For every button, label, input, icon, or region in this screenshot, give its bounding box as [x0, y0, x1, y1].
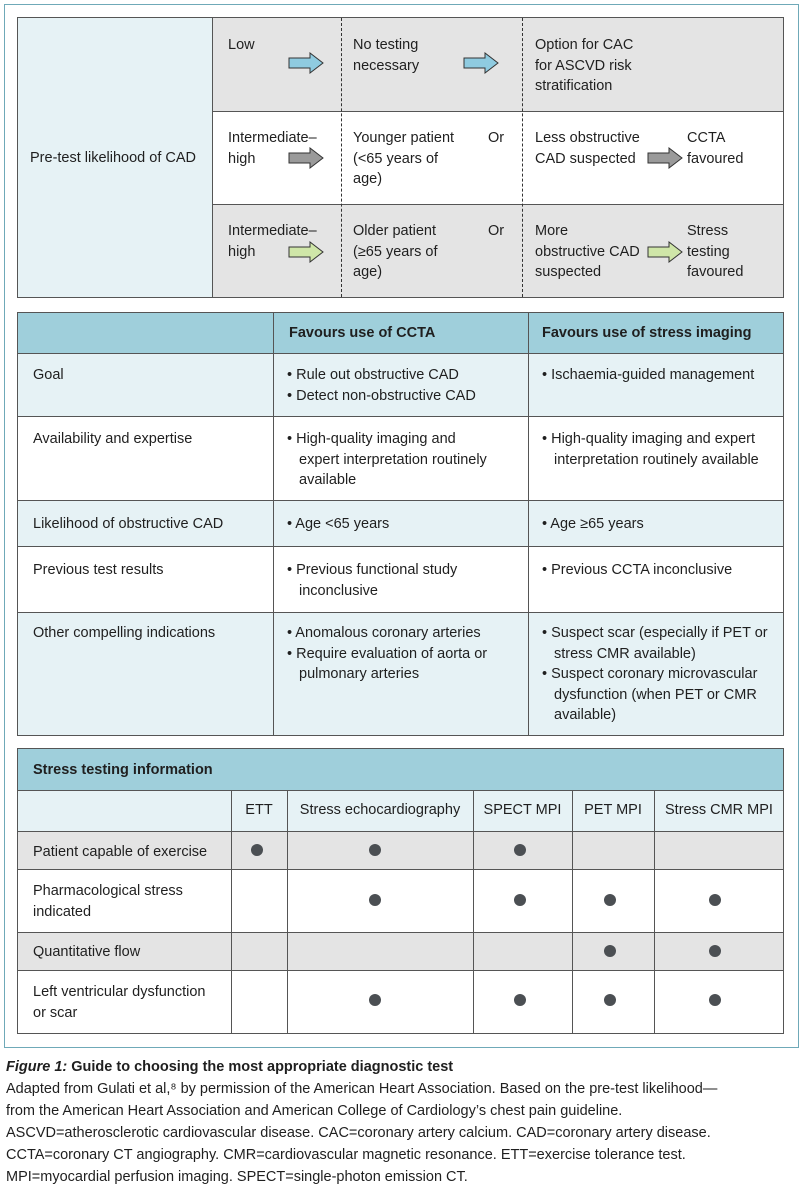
col-pet: PET MPI	[584, 802, 642, 818]
other-ccta: • Anomalous coronary arteries • Require evaluation of aorta or pulmonary arteries	[287, 625, 488, 682]
row2-or: Or	[488, 130, 505, 146]
availability-dot	[514, 844, 526, 856]
caption-line: MPI=myocardial perfusion imaging. SPECT=single-photon emission CT.	[6, 1169, 468, 1185]
arrow-right-icon	[647, 241, 683, 263]
col-spect: SPECT MPI	[483, 802, 562, 818]
availability-dot	[369, 894, 381, 906]
availability-dot	[369, 844, 381, 856]
previous-ccta: • Previous functional study inconclusive	[287, 562, 458, 599]
row2-patient: Younger patient (<65 years of age)	[353, 130, 455, 187]
availability-dot	[514, 894, 526, 906]
availability-dot	[604, 994, 616, 1006]
caption-line: Adapted from Gulati et al,⁸ by permission of the American Heart Association. Based on the pre-test likelihood—	[6, 1081, 718, 1097]
col-cmr: Stress CMR MPI	[665, 802, 773, 818]
availability-ccta: • High-quality imaging and expert interpretation routinely available	[287, 431, 487, 488]
availability-dot	[709, 894, 721, 906]
availability-dot	[514, 994, 526, 1006]
availability-dot	[604, 894, 616, 906]
goal-stress: • Ischaemia-guided management	[542, 367, 755, 383]
availability-dot	[604, 945, 616, 957]
likelihood-ccta: • Age <65 years	[287, 516, 390, 532]
caption-line: ASCVD=atherosclerotic cardiovascular disease. CAC=coronary artery calcium. CAD=coronary artery disease.	[6, 1125, 711, 1141]
header-favours-stress: Favours use of stress imaging	[542, 325, 752, 341]
previous-stress: • Previous CCTA inconclusive	[542, 562, 733, 578]
row-label-likelihood: Likelihood of obstructive CAD	[33, 516, 224, 532]
availability-dot	[709, 945, 721, 957]
row1-patient: No testing necessary	[353, 37, 420, 74]
likelihood-intermediate-high-1: Intermediate– high	[228, 130, 317, 167]
row-label-previous: Previous test results	[33, 562, 164, 578]
goal-ccta: • Rule out obstructive CAD • Detect non-obstructive CAD	[287, 367, 476, 404]
likelihood-low: Low	[228, 37, 255, 53]
caption-line: from the American Heart Association and American College of Cardiology’s chest pain guideline.	[6, 1103, 623, 1119]
arrow-right-icon	[288, 241, 324, 263]
other-stress: • Suspect scar (especially if PET or stress CMR available) • Suspect coronary microvascular dysfunction (when PET or CMR available)	[542, 625, 768, 723]
availability-stress: • High-quality imaging and expert interpretation routinely available	[542, 431, 759, 468]
figure-title: Guide to choosing the most appropriate diagnostic test	[71, 1059, 454, 1075]
row-quantitative: Quantitative flow	[33, 944, 141, 960]
availability-dot	[251, 844, 263, 856]
stress-title: Stress testing information	[33, 762, 213, 778]
pretest-label: Pre-test likelihood of CAD	[30, 150, 197, 166]
row3-suspicion: More obstructive CAD suspected	[535, 223, 640, 280]
availability-dot	[369, 994, 381, 1006]
header-favours-ccta: Favours use of CCTA	[289, 325, 436, 341]
likelihood-stress: • Age ≥65 years	[542, 516, 644, 532]
caption-title	[6, 1057, 796, 1079]
row-label-other: Other compelling indications	[33, 625, 216, 641]
figure-label: Figure 1:	[6, 1059, 68, 1075]
row-exercise: Patient capable of exercise	[33, 844, 208, 860]
row-pharmacological: Pharmacological stress indicated	[33, 883, 183, 920]
row3-or: Or	[488, 223, 505, 239]
row2-result: CCTA favoured	[687, 130, 744, 167]
likelihood-intermediate-high-2: Intermediate– high	[228, 223, 317, 260]
row3-patient: Older patient (≥65 years of age)	[353, 223, 438, 280]
availability-dot	[709, 994, 721, 1006]
row-lv-dysfunction: Left ventricular dysfunction or scar	[33, 984, 206, 1021]
row1-suspicion: Option for CAC for ASCVD risk stratification	[535, 37, 634, 94]
row-label-availability: Availability and expertise	[33, 431, 193, 447]
arrow-right-icon	[288, 52, 324, 74]
row-label-goal: Goal	[33, 367, 64, 383]
col-ett: ETT	[245, 802, 273, 818]
col-stress-echo: Stress echocardiography	[299, 802, 461, 818]
caption-line: CCTA=coronary CT angiography. CMR=cardiovascular magnetic resonance. ETT=exercise tolerance test.	[6, 1147, 686, 1163]
arrow-right-icon	[463, 52, 499, 74]
row3-result: Stress testing favoured	[687, 223, 744, 280]
arrow-right-icon	[288, 147, 324, 169]
row2-suspicion: Less obstructive CAD suspected	[535, 130, 640, 167]
arrow-right-icon	[647, 147, 683, 169]
